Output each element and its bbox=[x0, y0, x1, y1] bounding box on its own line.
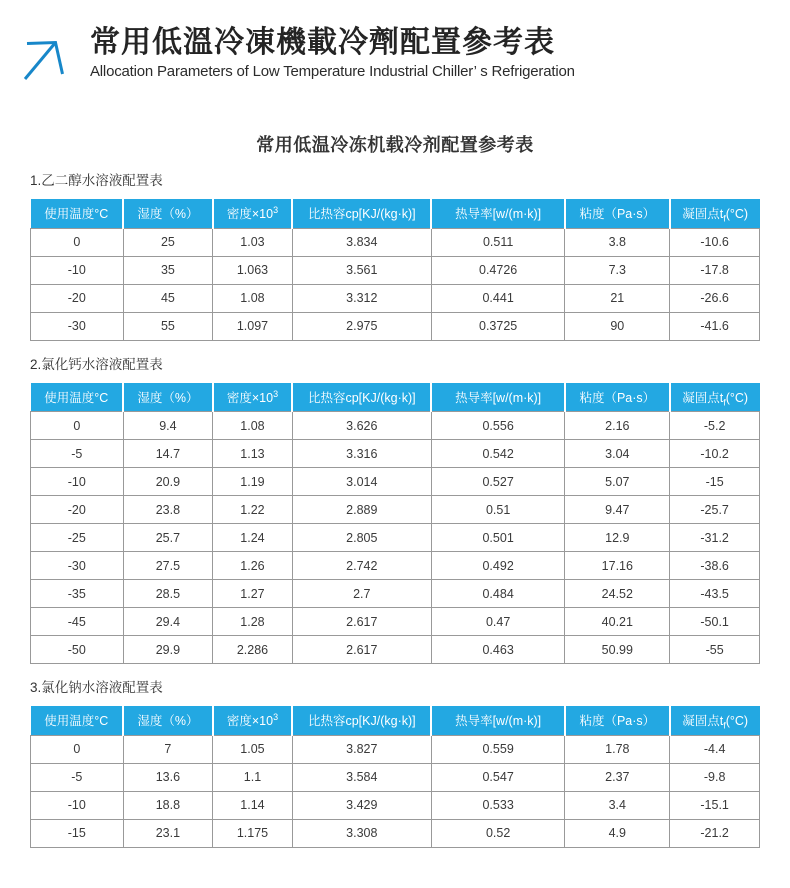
table-cell: 35 bbox=[123, 256, 213, 284]
table-cell: 1.08 bbox=[213, 412, 292, 440]
table-cell: 1.175 bbox=[213, 819, 292, 847]
table-cell: 1.19 bbox=[213, 468, 292, 496]
table-cell: 1.28 bbox=[213, 608, 292, 636]
table-cell: 0 bbox=[31, 412, 124, 440]
column-header: 粘度（Pa·s） bbox=[565, 199, 670, 228]
table-cell: 2.617 bbox=[292, 636, 431, 664]
table-row bbox=[31, 440, 760, 468]
table-cell: 0 bbox=[31, 228, 124, 256]
table-cell: 1.05 bbox=[213, 735, 292, 763]
table-cell: 17.16 bbox=[565, 552, 670, 580]
table-cell: 2.805 bbox=[292, 524, 431, 552]
table-cell: -50.1 bbox=[670, 608, 760, 636]
table-cell: 0 bbox=[31, 735, 124, 763]
table-cell: 0.492 bbox=[431, 552, 564, 580]
table-header bbox=[31, 199, 760, 228]
table-cell: -10.2 bbox=[670, 440, 760, 468]
table-cell: -20 bbox=[31, 496, 124, 524]
table-cell: 7.3 bbox=[565, 256, 670, 284]
table-row bbox=[31, 763, 760, 791]
column-header: 比热容cp[KJ/(kg·k)] bbox=[292, 706, 431, 735]
table-cell: 1.26 bbox=[213, 552, 292, 580]
section-label: 3.氯化钠水溶液配置表 bbox=[30, 680, 163, 695]
table-row bbox=[31, 496, 760, 524]
table-cell: -55 bbox=[670, 636, 760, 664]
table-cell: 0.547 bbox=[431, 763, 564, 791]
table-cell: 0.441 bbox=[431, 284, 564, 312]
table-cell: 0.463 bbox=[431, 636, 564, 664]
table-row bbox=[31, 580, 760, 608]
table-header bbox=[31, 383, 760, 412]
column-header: 密度$\times 10^3$ bbox=[213, 199, 292, 228]
header-row bbox=[31, 706, 760, 735]
table-cell: 0.542 bbox=[431, 440, 564, 468]
table-cell: 1.78 bbox=[565, 735, 670, 763]
table-cell: -30 bbox=[31, 312, 124, 340]
table-cell: 45 bbox=[123, 284, 213, 312]
column-header: 使用温度°C bbox=[31, 706, 124, 735]
brand-subtitle: Allocation Parameters of Low Temperature Industrial Chiller’ s Refrigeration bbox=[90, 63, 575, 80]
table-cell: 24.52 bbox=[565, 580, 670, 608]
table-row bbox=[31, 791, 760, 819]
column-header: 使用温度°C bbox=[31, 383, 124, 412]
table-cell: 20.9 bbox=[123, 468, 213, 496]
table-row bbox=[31, 256, 760, 284]
table-cell: 3.04 bbox=[565, 440, 670, 468]
table-cell: 1.27 bbox=[213, 580, 292, 608]
table-cell: 2.975 bbox=[292, 312, 431, 340]
table-cell: -30 bbox=[31, 552, 124, 580]
section-2 bbox=[30, 353, 760, 665]
table-cell: -9.8 bbox=[670, 763, 760, 791]
column-header: 粘度（Pa·s） bbox=[565, 706, 670, 735]
table-cell: 1.24 bbox=[213, 524, 292, 552]
table-row bbox=[31, 819, 760, 847]
table-cell: 3.429 bbox=[292, 791, 431, 819]
column-header: 热导率[w/(m·k)] bbox=[431, 706, 564, 735]
table-cell: 2.742 bbox=[292, 552, 431, 580]
table-cell: -45 bbox=[31, 608, 124, 636]
table-cell: 1.14 bbox=[213, 791, 292, 819]
table-cell: 4.9 bbox=[565, 819, 670, 847]
table-cell: 28.5 bbox=[123, 580, 213, 608]
table-cell: 25 bbox=[123, 228, 213, 256]
table-cell: 0.47 bbox=[431, 608, 564, 636]
table-cell: 0.527 bbox=[431, 468, 564, 496]
table-row bbox=[31, 735, 760, 763]
column-header: 凝固点$t_f(^\circ C)$ bbox=[670, 706, 760, 735]
table-cell: -17.8 bbox=[670, 256, 760, 284]
table-cell: 1.063 bbox=[213, 256, 292, 284]
table-cell: 3.827 bbox=[292, 735, 431, 763]
table-cell: -15 bbox=[31, 819, 124, 847]
table-cell: -20 bbox=[31, 284, 124, 312]
table-cell: -5.2 bbox=[670, 412, 760, 440]
section-1 bbox=[30, 169, 760, 341]
table-cell: 0.556 bbox=[431, 412, 564, 440]
table-cell: 1.03 bbox=[213, 228, 292, 256]
header-row bbox=[31, 383, 760, 412]
column-header: 热导率[w/(m·k)] bbox=[431, 199, 564, 228]
table-cell: -31.2 bbox=[670, 524, 760, 552]
table-cell: 9.4 bbox=[123, 412, 213, 440]
table-cell: 0.533 bbox=[431, 791, 564, 819]
column-header: 粘度（Pa·s） bbox=[565, 383, 670, 412]
table-cell: -50 bbox=[31, 636, 124, 664]
table-cell: 3.312 bbox=[292, 284, 431, 312]
table-cell: 0.559 bbox=[431, 735, 564, 763]
table-cell: 3.8 bbox=[565, 228, 670, 256]
table-cell: -10.6 bbox=[670, 228, 760, 256]
column-header: 湿度（%） bbox=[123, 199, 213, 228]
column-header: 凝固点$t_f(^\circ C)$ bbox=[670, 383, 760, 412]
section-label: 1.乙二醇水溶液配置表 bbox=[30, 173, 163, 188]
table-cell: 0.52 bbox=[431, 819, 564, 847]
table-cell: 0.484 bbox=[431, 580, 564, 608]
doc-title: 常用低温冷冻机载冷剂配置参考表 bbox=[256, 135, 534, 155]
table-cell: -15 bbox=[670, 468, 760, 496]
table-cell: -5 bbox=[31, 763, 124, 791]
table-cell: 9.47 bbox=[565, 496, 670, 524]
table-cell: 2.889 bbox=[292, 496, 431, 524]
table-cell: 14.7 bbox=[123, 440, 213, 468]
table-cell: -10 bbox=[31, 468, 124, 496]
table-cell: 23.8 bbox=[123, 496, 213, 524]
brand-title: 常用低溫冷凍機載冷劑配置參考表 bbox=[90, 26, 555, 59]
table-cell: -15.1 bbox=[670, 791, 760, 819]
table-cell: 2.37 bbox=[565, 763, 670, 791]
table-cell: 2.7 bbox=[292, 580, 431, 608]
table-cell: -35 bbox=[31, 580, 124, 608]
table-cell: -4.4 bbox=[670, 735, 760, 763]
table-cell: 3.584 bbox=[292, 763, 431, 791]
table-cell: 7 bbox=[123, 735, 213, 763]
table-row bbox=[31, 228, 760, 256]
table-cell: 3.014 bbox=[292, 468, 431, 496]
table-cell: 0.51 bbox=[431, 496, 564, 524]
table-header bbox=[31, 706, 760, 735]
table-cell: 1.097 bbox=[213, 312, 292, 340]
table-cell: 2.617 bbox=[292, 608, 431, 636]
table-cell: -21.2 bbox=[670, 819, 760, 847]
data-table bbox=[30, 706, 760, 848]
table-cell: 23.1 bbox=[123, 819, 213, 847]
column-header: 密度$\times 10^3$ bbox=[213, 706, 292, 735]
data-table bbox=[30, 199, 760, 341]
table-cell: 2.286 bbox=[213, 636, 292, 664]
table-cell: 13.6 bbox=[123, 763, 213, 791]
table-cell: 21 bbox=[565, 284, 670, 312]
section-3 bbox=[30, 676, 760, 848]
table-row bbox=[31, 608, 760, 636]
table-cell: 1.22 bbox=[213, 496, 292, 524]
section-label: 2.氯化钙水溶液配置表 bbox=[30, 356, 163, 372]
column-header: 使用温度°C bbox=[31, 199, 124, 228]
table-body bbox=[31, 735, 760, 847]
table-row bbox=[31, 468, 760, 496]
tables-container bbox=[0, 169, 790, 848]
table-cell: 29.9 bbox=[123, 636, 213, 664]
table-cell: 0.511 bbox=[431, 228, 564, 256]
table-cell: 0.4726 bbox=[431, 256, 564, 284]
table-cell: 3.834 bbox=[292, 228, 431, 256]
table-row bbox=[31, 284, 760, 312]
table-cell: -43.5 bbox=[670, 580, 760, 608]
table-cell: 50.99 bbox=[565, 636, 670, 664]
table-cell: 40.21 bbox=[565, 608, 670, 636]
brand-header bbox=[0, 0, 790, 82]
table-cell: -25.7 bbox=[670, 496, 760, 524]
table-row bbox=[31, 552, 760, 580]
data-table bbox=[30, 383, 760, 665]
table-cell: 3.4 bbox=[565, 791, 670, 819]
table-body bbox=[31, 412, 760, 664]
table-cell: -38.6 bbox=[670, 552, 760, 580]
column-header: 凝固点$t_f(^\circ C)$ bbox=[670, 199, 760, 228]
table-row bbox=[31, 412, 760, 440]
table-cell: 1.08 bbox=[213, 284, 292, 312]
column-header: 湿度（%） bbox=[123, 706, 213, 735]
table-cell: 90 bbox=[565, 312, 670, 340]
table-row bbox=[31, 312, 760, 340]
table-cell: 25.7 bbox=[123, 524, 213, 552]
table-cell: 1.13 bbox=[213, 440, 292, 468]
table-cell: 3.626 bbox=[292, 412, 431, 440]
column-header: 密度$\times 10^3$ bbox=[213, 383, 292, 412]
column-header: 湿度（%） bbox=[123, 383, 213, 412]
table-cell: -10 bbox=[31, 256, 124, 284]
table-row bbox=[31, 524, 760, 552]
table-cell: 0.3725 bbox=[431, 312, 564, 340]
table-cell: 1.1 bbox=[213, 763, 292, 791]
table-cell: -5 bbox=[31, 440, 124, 468]
table-cell: 0.501 bbox=[431, 524, 564, 552]
table-cell: 3.561 bbox=[292, 256, 431, 284]
table-cell: 2.16 bbox=[565, 412, 670, 440]
table-body bbox=[31, 228, 760, 340]
table-cell: 27.5 bbox=[123, 552, 213, 580]
table-cell: -41.6 bbox=[670, 312, 760, 340]
column-header: 比热容cp[KJ/(kg·k)] bbox=[292, 383, 431, 412]
table-cell: 12.9 bbox=[565, 524, 670, 552]
table-row bbox=[31, 636, 760, 664]
table-cell: 29.4 bbox=[123, 608, 213, 636]
brand-text-block bbox=[90, 26, 575, 81]
column-header: 热导率[w/(m·k)] bbox=[431, 383, 564, 412]
table-cell: -26.6 bbox=[670, 284, 760, 312]
table-cell: 3.316 bbox=[292, 440, 431, 468]
table-cell: -10 bbox=[31, 791, 124, 819]
table-cell: 18.8 bbox=[123, 791, 213, 819]
table-cell: -25 bbox=[31, 524, 124, 552]
table-cell: 5.07 bbox=[565, 468, 670, 496]
arrow-logo-icon bbox=[20, 32, 76, 82]
table-cell: 55 bbox=[123, 312, 213, 340]
header-row bbox=[31, 199, 760, 228]
table-cell: 3.308 bbox=[292, 819, 431, 847]
column-header: 比热容cp[KJ/(kg·k)] bbox=[292, 199, 431, 228]
